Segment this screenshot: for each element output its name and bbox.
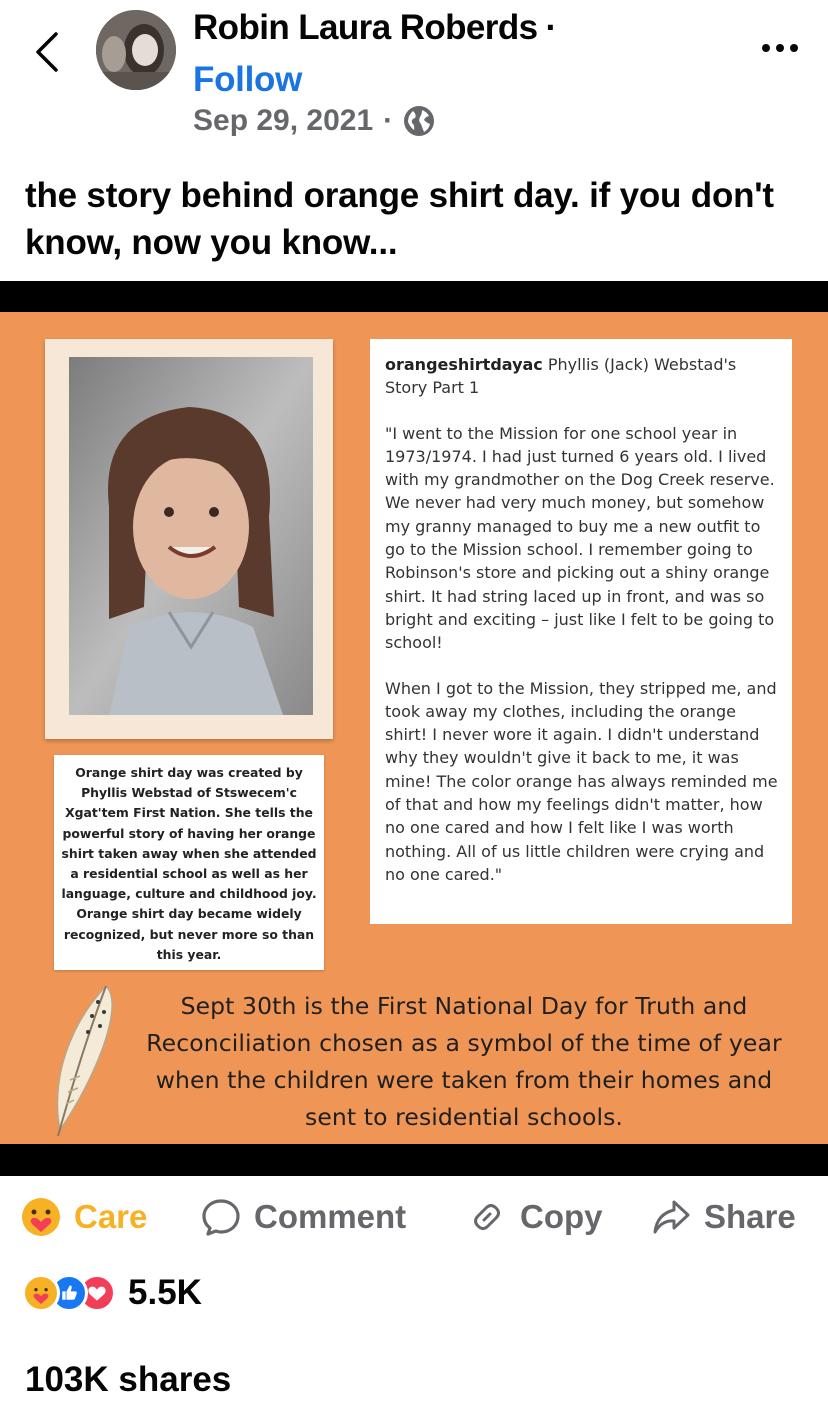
story-handle: orangeshirtdayac [385,355,543,374]
author-name-text[interactable]: Robin Laura Roberds [193,8,538,47]
shares-count[interactable]: 103K shares [25,1360,232,1399]
story-heading [385,353,778,400]
post-meta [193,104,435,138]
truth-reconciliation-banner: Sept 30th is the First National Day for Truth and Reconciliation chosen as a symbol of the time of year when the children were taken from their homes and sent to residential schools. [146,992,782,1131]
comment-bubble-icon [200,1196,242,1238]
comment-label: Comment [254,1198,407,1235]
meta-separator: · [383,104,394,137]
author-separator: · [545,8,557,47]
copy-button[interactable] [466,1196,603,1238]
author-avatar[interactable] [96,10,176,90]
back-chevron-icon[interactable] [30,30,64,74]
follow-button[interactable]: Follow [193,60,303,99]
care-label: Care [74,1198,148,1235]
care-emoji-icon [20,1196,62,1238]
reactions-count: 5.5K [128,1273,202,1312]
action-bar [0,1188,828,1248]
story-paragraph-2: When I got to the Mission, they stripped me, and took away my clothes, including the orange shirt! I never wore it again. I didn't understand why they wouldn't give it back to me, it was mine! The color orange has always reminded me of that and how my feelings didn't matter, how no one cared and how I felt like I was worth nothing. All of us little children were crying and no one cared." [385,678,778,884]
share-label: Share [704,1198,796,1235]
copy-label: Copy [520,1198,603,1235]
share-button[interactable] [650,1196,796,1238]
care-button[interactable] [20,1196,147,1238]
globe-icon [403,105,435,137]
author-name[interactable] [193,8,557,48]
story-title: Phyllis (Jack) Webstad's Story Part 1 [385,355,737,398]
more-options-icon[interactable] [760,40,800,56]
post-image[interactable] [0,281,828,1176]
share-arrow-icon [650,1196,692,1238]
orange-poster [0,312,828,1144]
link-icon [466,1196,508,1238]
post-text: the story behind orange shirt day. if you don't know, now you know... [25,176,774,262]
care-reaction-icon [22,1274,60,1312]
photo-frame [45,339,333,739]
comment-button[interactable] [200,1196,406,1238]
child-portrait-photo [69,357,313,715]
story-paragraph-1: "I went to the Mission for one school year in 1973/1974. I had just turned 6 years old. I lived with my grandmother on the Dog Creek reserve. We never had very much money, but somehow my granny managed to buy me a new outfit to go to the Mission school. I remember going to Robinson's store and picking out a shiny orange shirt. It had string laced up in front, and was so bright and exciting – just like I felt to be going to school! [385,423,775,653]
reactions-summary[interactable] [22,1273,202,1313]
feather-icon [40,980,122,1140]
post-date[interactable]: Sep 29, 2021 [193,104,374,137]
post-header [0,0,828,150]
story-box [370,339,792,924]
caption-box: Orange shirt day was created by Phyllis Webstad of Stswecem'c Xgat'tem First Nation. She tells the powerful story of having her orange shirt taken away when she attended a residential school as well as her language, culture and childhood joy. Orange shirt day became widely recognized, but never more so than this year. [54,755,324,970]
